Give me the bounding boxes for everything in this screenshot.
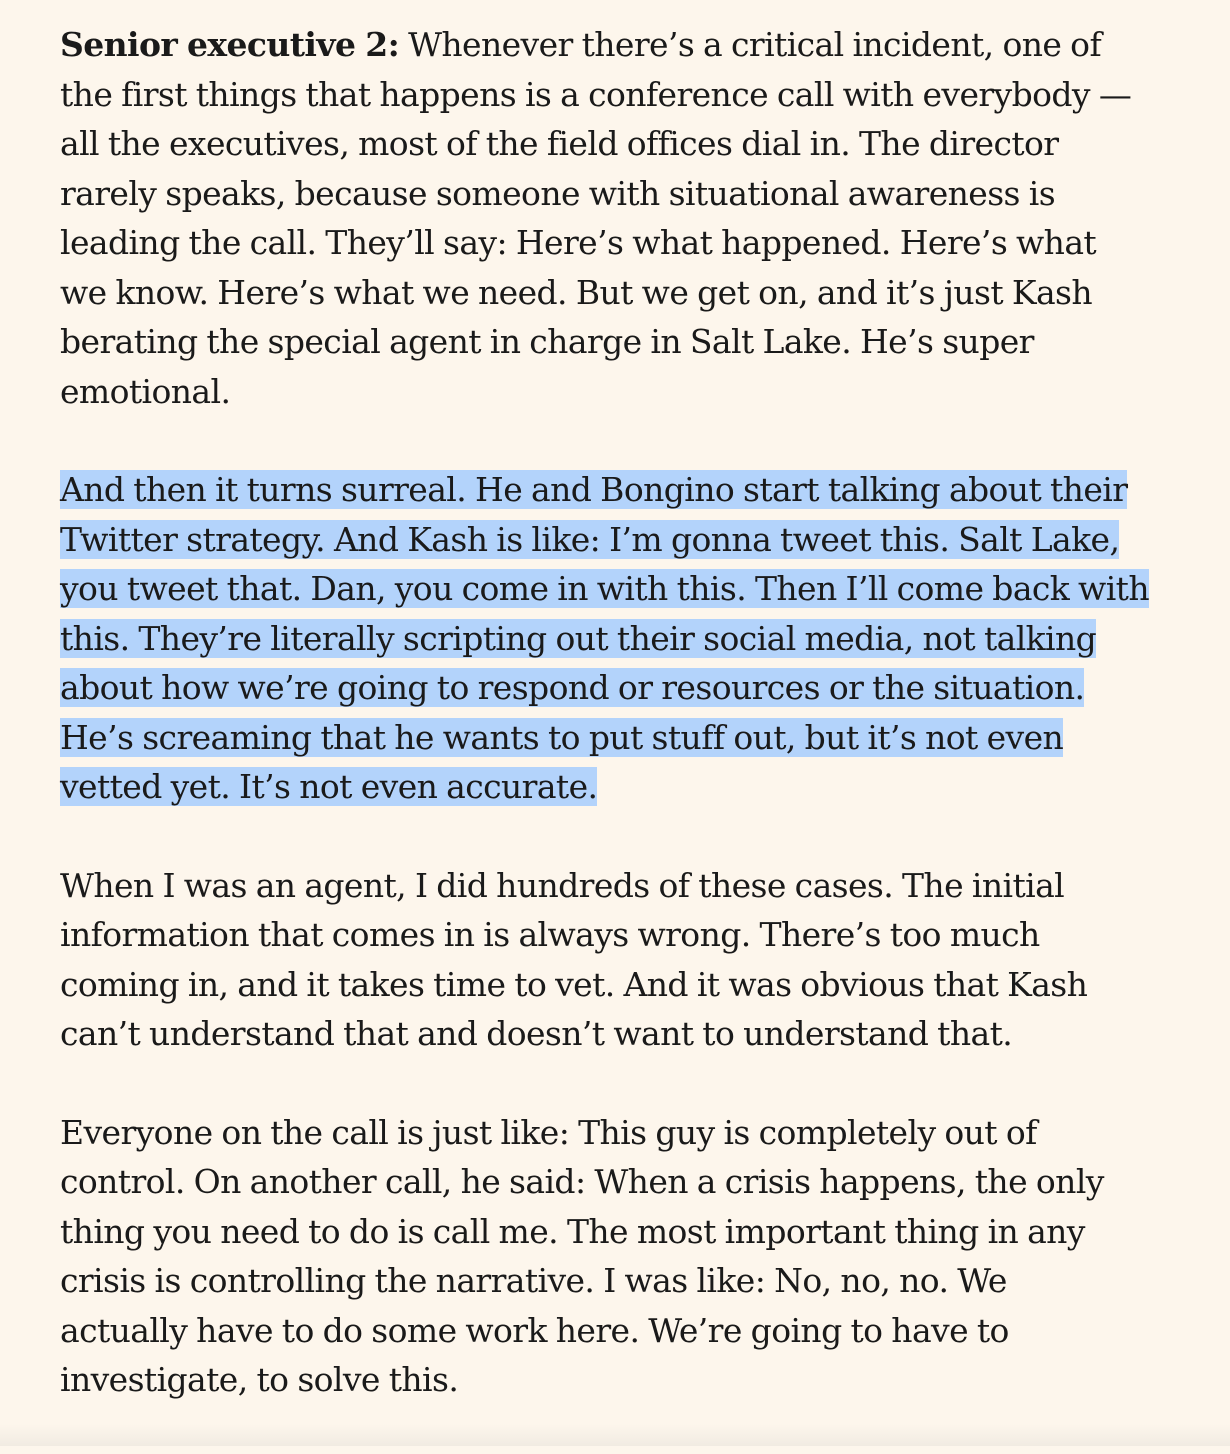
paragraph-1-text: Whenever there’s a critical incident, one of the first things that happens is a conference call with everybody — all the executives, most of the field offices dial in. The director rarely speaks, because someone with situational awareness is leading the call. They’ll say: Here’s what happened. Here’s what we know. Here’s what we need. But we get on, and it’s just Kash berating the special agent in charge in Salt Lake. He’s super emotional. — [60, 25, 1132, 411]
paragraph-4[interactable] — [60, 1108, 1140, 1405]
article-body — [60, 20, 1210, 1454]
bottom-shade — [0, 1424, 1230, 1446]
text-selection-highlight: And then it turns surreal. He and Bongino start talking about their Twitter strategy. And Kash is like: I’m gonna tweet this. Salt Lake, you tweet that. Dan, you come in with this. Then I’ll come back with this. They’re literally scripting out their social media, not talking about how we’re going to respond or resources or the situation. He’s screaming that he wants to put stuff out, but it’s not even vetted yet. It’s not even accurate. — [60, 470, 1149, 806]
paragraph-2-selected[interactable] — [60, 465, 1150, 812]
paragraph-4-text: Everyone on the call is just like: This guy is completely out of control. On another call, he said: When a crisis happens, the only thing you need to do is call me. The most important thing in any crisis is controlling the narrative. I was like: No, no, no. We actually have to do some work here. We’re going to have to investigate, to solve this. — [60, 1112, 1104, 1399]
paragraph-3[interactable] — [60, 861, 1140, 1059]
speaker-label: Senior executive 2: — [60, 25, 400, 64]
paragraph-1[interactable] — [60, 20, 1140, 416]
paragraph-3-text: When I was an agent, I did hundreds of these cases. The initial information that comes in is always wrong. There’s too much coming in, and it takes time to vet. And it was obvious that Kash can’t understand that and doesn’t want to understand that. — [60, 865, 1088, 1053]
